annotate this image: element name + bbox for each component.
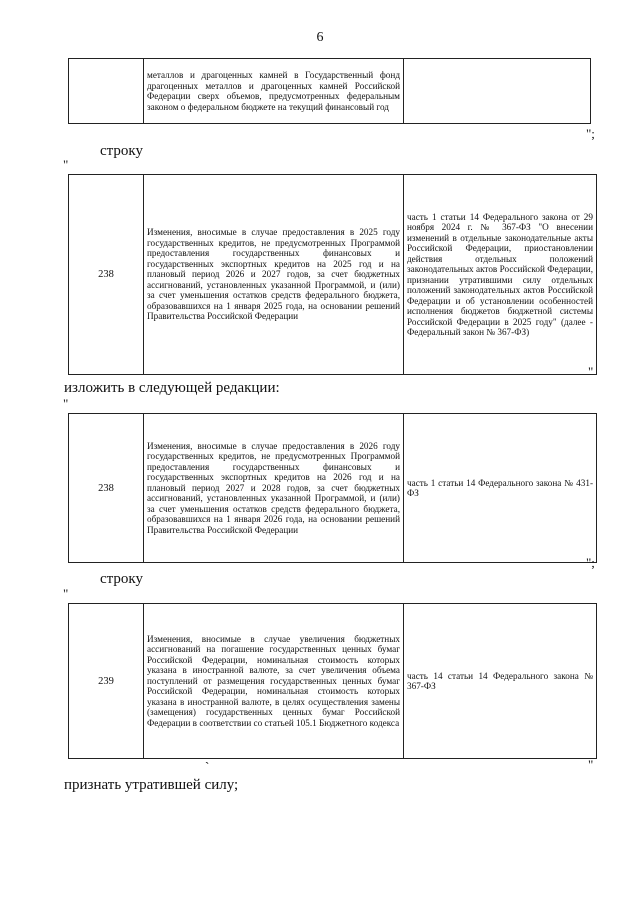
row-number: 238	[69, 175, 144, 375]
instruction-phrase: строку	[100, 571, 143, 587]
table-row	[69, 604, 597, 759]
table-row-239	[68, 603, 597, 759]
opening-quote-mark: "	[63, 396, 69, 411]
instruction-phrase: признать утратившей силу;	[64, 777, 239, 793]
row-number: 238	[69, 414, 144, 563]
description-cell: Изменения, вносимые в случае предоставления в 2026 году государственных кредитов, не предусмотренных Программой предоставления государственных финансовых и государственных экспортных кредитов на 2026 год и на плановый период 2027 и 2028 годов, за счет бюджетных ассигнований, установленных указанной Программой, и (или) за счет уменьшения остатков средств федерального бюджета, образовавшихся на 1 января 2026 года, на основании решений Правительства Российской Федерации	[144, 414, 404, 563]
stray-mark: `	[205, 759, 210, 774]
opening-quote-mark: "	[63, 586, 69, 601]
description-cell: Изменения, вносимые в случае увеличения бюджетных ассигнований на погашение государственных ценных бумаг Российской Федерации, номинальная стоимость которых указана в иностранной валюте, за счет увеличения объема поступлений от размещения государственных ценных бумаг Российской Федерации, номинальная стоимость которых указана в иностранной валюте, в целях осуществления замены (замещения) государственных ценных бумаг Российской Федерации в соответствии со статьей 105.1 Бюджетного кодекса	[144, 604, 404, 759]
basis-cell: часть 1 статьи 14 Федерального закона № 431-ФЗ	[404, 414, 597, 563]
basis-cell: часть 1 статьи 14 Федерального закона от 29 ноября 2024 г. № 367-ФЗ "О внесении изменений в отдельные законодательные акты Российской Федерации, приостановлении действия отдельных положений законодательных актов Российской Федерации, признании утратившими силу отдельных положений законодательных актов Российской Федерации и об установлении особенностей исполнения бюджетов бюджетной системы Российской Федерации в 2025 году" (далее - Федеральный закон № 367-ФЗ)	[404, 175, 597, 375]
closing-quote-mark: ";	[586, 126, 595, 141]
description-cell: Изменения, вносимые в случае предоставления в 2025 году государственных кредитов, не предусмотренных Программой предоставления государственных финансовых и государственных экспортных кредитов на 2025 год и на плановый период 2026 и 2027 годов, за счет бюджетных ассигнований, установленных указанной Программой, и (или) за счет уменьшения остатков средств федерального бюджета, образовавшихся на 1 января 2025 года, на основании решений Правительства Российской Федерации	[144, 175, 404, 375]
table-row	[69, 175, 597, 375]
basis-cell: часть 14 статьи 14 Федерального закона № 367-ФЗ	[404, 604, 597, 759]
number-cell	[69, 59, 144, 124]
basis-cell	[404, 59, 591, 124]
table-row	[69, 59, 591, 124]
instruction-phrase: строку	[100, 143, 143, 159]
description-cell: металлов и драгоценных камней в Государственный фонд драгоценных металлов и драгоценных камней Российской Федерации сверх объемов, предусмотренных федеральным законом о федеральном бюджете на текущий финансовый год	[144, 59, 404, 124]
instruction-phrase: изложить в следующей редакции:	[64, 380, 280, 396]
opening-quote-mark: "	[63, 157, 69, 172]
page-number: 6	[316, 30, 324, 45]
closing-quote-mark: ";	[586, 555, 595, 570]
table-fragment	[68, 58, 591, 124]
table-row-238-old	[68, 174, 597, 375]
row-number: 239	[69, 604, 144, 759]
closing-quote-mark: "	[588, 364, 594, 379]
table-row-238-new	[68, 413, 597, 563]
closing-quote-mark: "	[588, 757, 594, 772]
table-row	[69, 414, 597, 563]
